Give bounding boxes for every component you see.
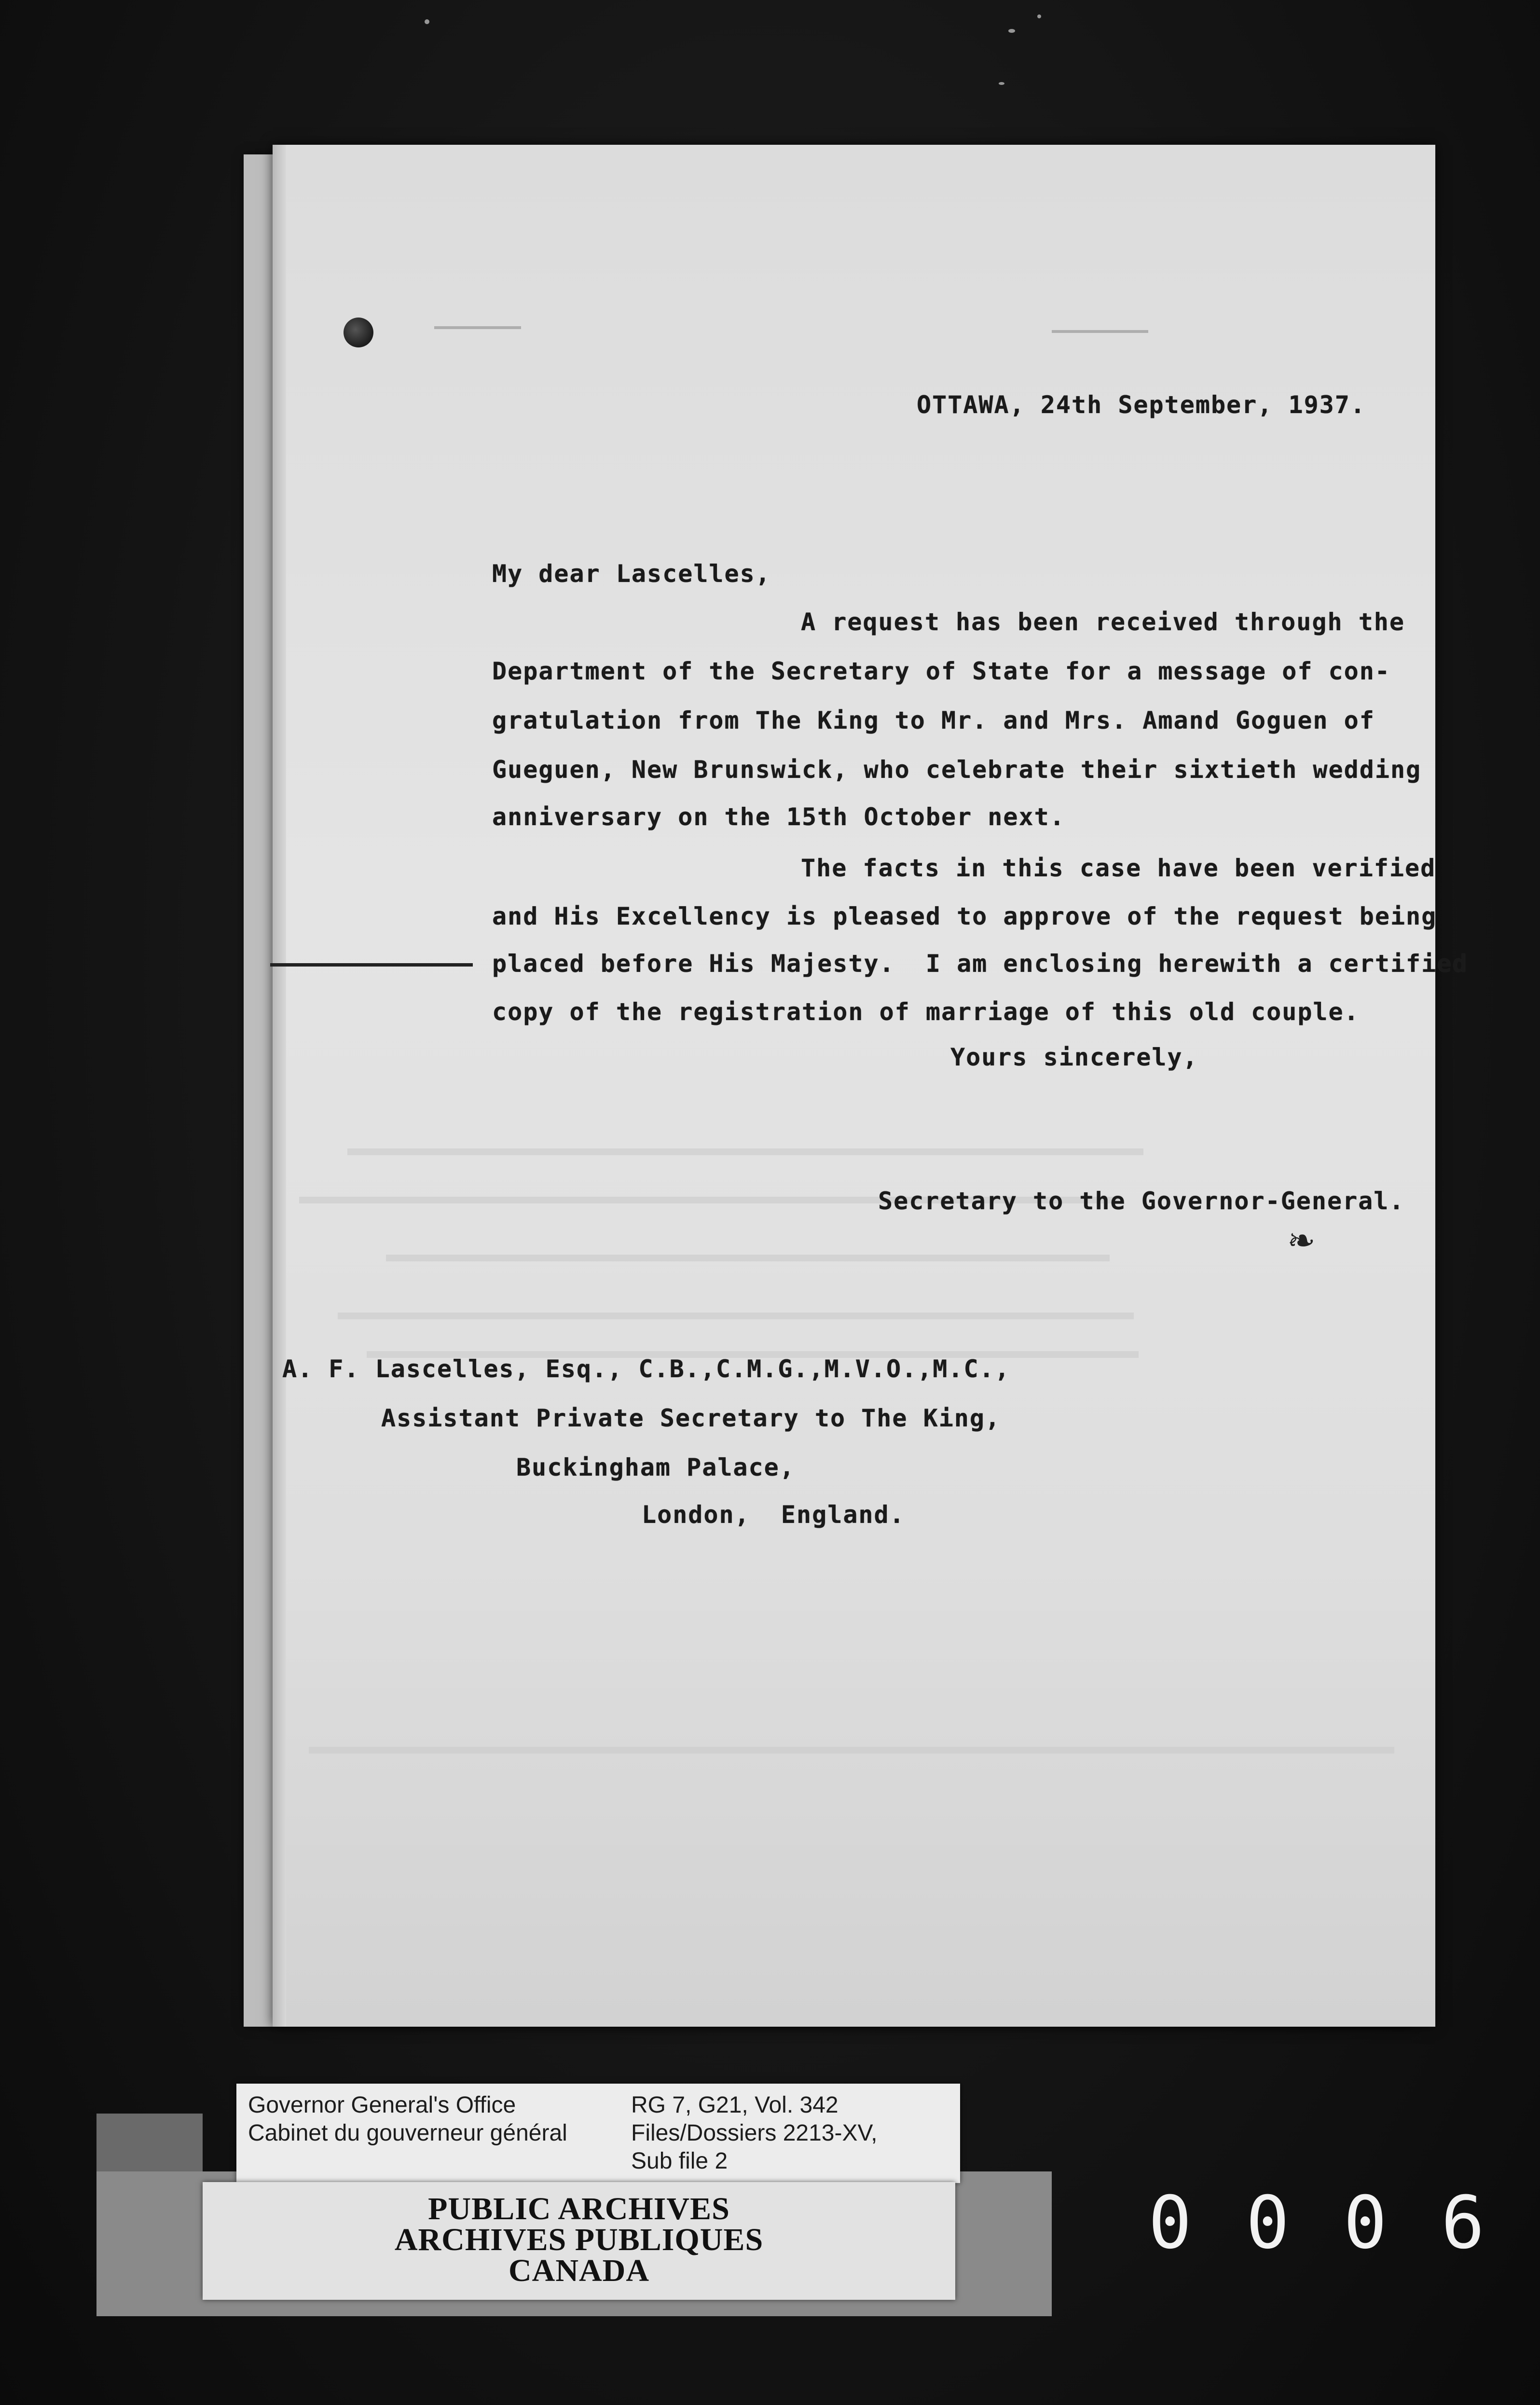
punch-hole bbox=[344, 318, 373, 347]
reference-line: Files/Dossiers 2213-XV, bbox=[631, 2120, 878, 2146]
letter-signature-title: Secretary to the Governor-General. bbox=[878, 1187, 1405, 1215]
letter-body-line: Gueguen, New Brunswick, who celebrate their sixtieth wedding bbox=[492, 756, 1422, 784]
stamp-line: ARCHIVES PUBLIQUES bbox=[394, 2222, 764, 2257]
letter-body-line: gratulation from The King to Mr. and Mrs. Amand Goguen of bbox=[492, 706, 1375, 734]
stamp-line: PUBLIC ARCHIVES bbox=[428, 2191, 730, 2226]
dust-speck bbox=[1037, 14, 1041, 18]
signature-mark-icon: ❧ bbox=[1287, 1221, 1316, 1260]
label-reference bbox=[631, 2091, 877, 2175]
faint-mark bbox=[434, 326, 521, 329]
address-line: Buckingham Palace, bbox=[516, 1453, 795, 1481]
reference-line: Sub file 2 bbox=[631, 2148, 728, 2174]
dust-speck bbox=[425, 19, 429, 24]
bleed-through bbox=[309, 1747, 1394, 1754]
letter-body-line: anniversary on the 15th October next. bbox=[492, 803, 1065, 831]
dust-speck bbox=[1008, 29, 1015, 33]
letter-body-line: copy of the registration of marriage of this old couple. bbox=[492, 998, 1360, 1026]
stamp-line: CANADA bbox=[509, 2253, 649, 2288]
faint-mark bbox=[1052, 330, 1148, 333]
bleed-through bbox=[386, 1255, 1110, 1261]
sheet-edge bbox=[273, 145, 286, 2027]
address-line: Assistant Private Secretary to The King, bbox=[381, 1404, 1001, 1432]
address-line: London, England. bbox=[642, 1501, 905, 1529]
reference-line: RG 7, G21, Vol. 342 bbox=[631, 2092, 839, 2118]
label-office bbox=[248, 2091, 567, 2147]
letter-body-line: and His Excellency is pleased to approve of the request being bbox=[492, 902, 1437, 930]
letter-body-line: placed before His Majesty. I am enclosing herewith a certified bbox=[492, 950, 1468, 978]
archive-stamp-label bbox=[203, 2182, 955, 2300]
letter-body-line: Department of the Secretary of State for a message of con- bbox=[492, 657, 1390, 685]
address-line: A. F. Lascelles, Esq., C.B.,C.M.G.,M.V.O.,M.C., bbox=[282, 1355, 1010, 1383]
letter-salutation: My dear Lascelles, bbox=[492, 560, 771, 588]
letter-body-line: The facts in this case have been verified bbox=[801, 854, 1436, 882]
archive-reference-label bbox=[236, 2084, 960, 2183]
bleed-through bbox=[347, 1148, 1143, 1155]
archive-stamp bbox=[203, 2191, 955, 2288]
letter-closing: Yours sincerely, bbox=[950, 1043, 1198, 1071]
margin-rule bbox=[270, 963, 473, 967]
office-french: Cabinet du gouverneur général bbox=[248, 2120, 567, 2146]
dust-speck bbox=[999, 82, 1004, 85]
bleed-through bbox=[338, 1313, 1134, 1319]
office-english: Governor General's Office bbox=[248, 2092, 516, 2118]
letter-sheet bbox=[273, 145, 1435, 2027]
frame-number: 0006 bbox=[1148, 2181, 1539, 2265]
letter-body-line: A request has been received through the bbox=[801, 608, 1405, 636]
letter-dateline: OTTAWA, 24th September, 1937. bbox=[917, 391, 1366, 419]
